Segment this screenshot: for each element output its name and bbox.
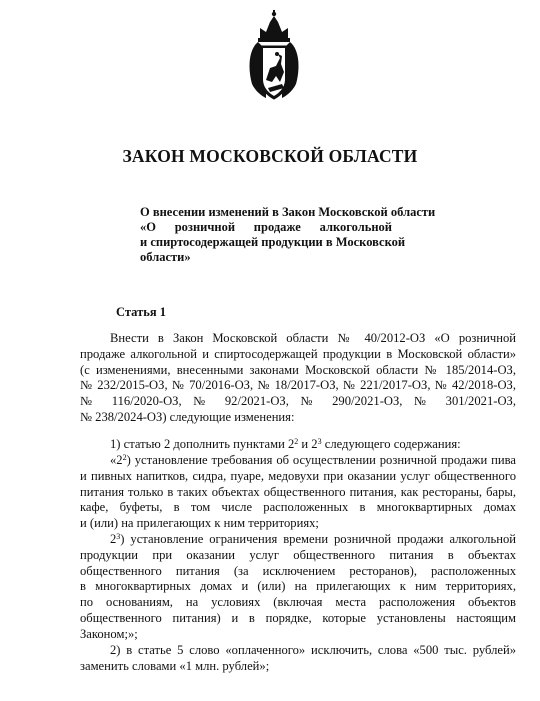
paragraph-line: № 116/2020-ОЗ, № 92/2021-ОЗ, № 290/2021-ОЗ, № 301/2021-ОЗ, <box>80 394 516 409</box>
amendment-item-2 <box>80 643 516 675</box>
law-subject <box>140 205 436 265</box>
paragraph-line: и (или) на прилегающих к ним территориях; <box>80 516 319 531</box>
paragraph-line <box>80 437 516 453</box>
item-text: «2 <box>110 453 123 467</box>
paragraph-line: кафе, буфеты, в том числе расположенных в многоквартирных домах <box>80 500 516 515</box>
point-2-3 <box>80 532 516 643</box>
item-text: ) установление ограничения времени розничной продажи алкогольной <box>120 532 516 546</box>
amendment-item-1 <box>80 437 516 453</box>
paragraph-line: Законом;»; <box>80 626 138 641</box>
superscript: 2 <box>122 453 127 462</box>
paragraph-line: по основаниям, на условиях (включая места расположения объектов <box>80 595 516 610</box>
point-2-2 <box>80 453 516 532</box>
superscript: 2 <box>294 437 299 446</box>
paragraph-line: (с изменениями, внесенными законами Московской области № 185/2014-ОЗ, <box>80 362 516 377</box>
item-text: 1) статью 2 дополнить пунктами 2 <box>110 437 295 451</box>
moscow-oblast-coat-of-arms-icon <box>246 10 302 102</box>
paragraph-line: заменить словами «1 млн. рублей»; <box>80 658 270 673</box>
item-text: ) установление требования об осуществлении розничной продажи пива <box>126 453 516 467</box>
item-text: и 2 <box>298 437 318 451</box>
document-title: ЗАКОН МОСКОВСКОЙ ОБЛАСТИ <box>122 146 418 166</box>
paragraph-line: продаже алкогольной и спиртосодержащей продукции в Московской области» <box>80 346 516 361</box>
subject-line: «О розничной продаже алкогольной <box>140 220 392 234</box>
subject-line: О внесении изменений в Закон Московской области <box>140 205 436 219</box>
paragraph-line <box>80 453 516 469</box>
superscript: 3 <box>116 532 121 541</box>
paragraph-line <box>80 532 516 548</box>
paragraph-line: Внести в Закон Московской области № 40/2012-ОЗ «О розничной <box>110 331 516 345</box>
paragraph-line: в многоквартирных домах и (или) на прилегающих к ним территориях, <box>80 579 516 594</box>
paragraph-line: 2) в статье 5 слово «оплаченного» исключить, слова «500 тыс. рублей» <box>110 643 516 657</box>
paragraph-line: № 238/2024-ОЗ) следующие изменения: <box>80 409 295 424</box>
item-text: следующего содержания: <box>321 437 461 451</box>
article-heading: Статья 1 <box>116 305 166 319</box>
paragraph-line: общественного питания) и в порядке, которые установлены настоящим <box>80 610 516 625</box>
superscript: 3 <box>317 437 322 446</box>
paragraph-line: и пивных напитков, сидра, пуаре, медовухи при оказании услуг общественного <box>80 468 516 483</box>
intro-paragraph <box>80 331 516 426</box>
subject-line: области» <box>140 250 191 264</box>
item-text: 2 <box>110 532 117 546</box>
paragraph-line: питания только в таких объектах общественного питания, как рестораны, бары, <box>80 484 516 499</box>
paragraph-line: продукции при оказании услуг общественного питания в объектах <box>80 547 516 562</box>
subject-line: и спиртосодержащей продукции в Московской <box>140 235 406 249</box>
paragraph-line: общественного питания (за исключением ресторанов), расположенных <box>80 563 516 578</box>
paragraph-line: № 232/2015-ОЗ, № 70/2016-ОЗ, № 18/2017-ОЗ, № 221/2017-ОЗ, № 42/2018-ОЗ, <box>80 378 516 393</box>
